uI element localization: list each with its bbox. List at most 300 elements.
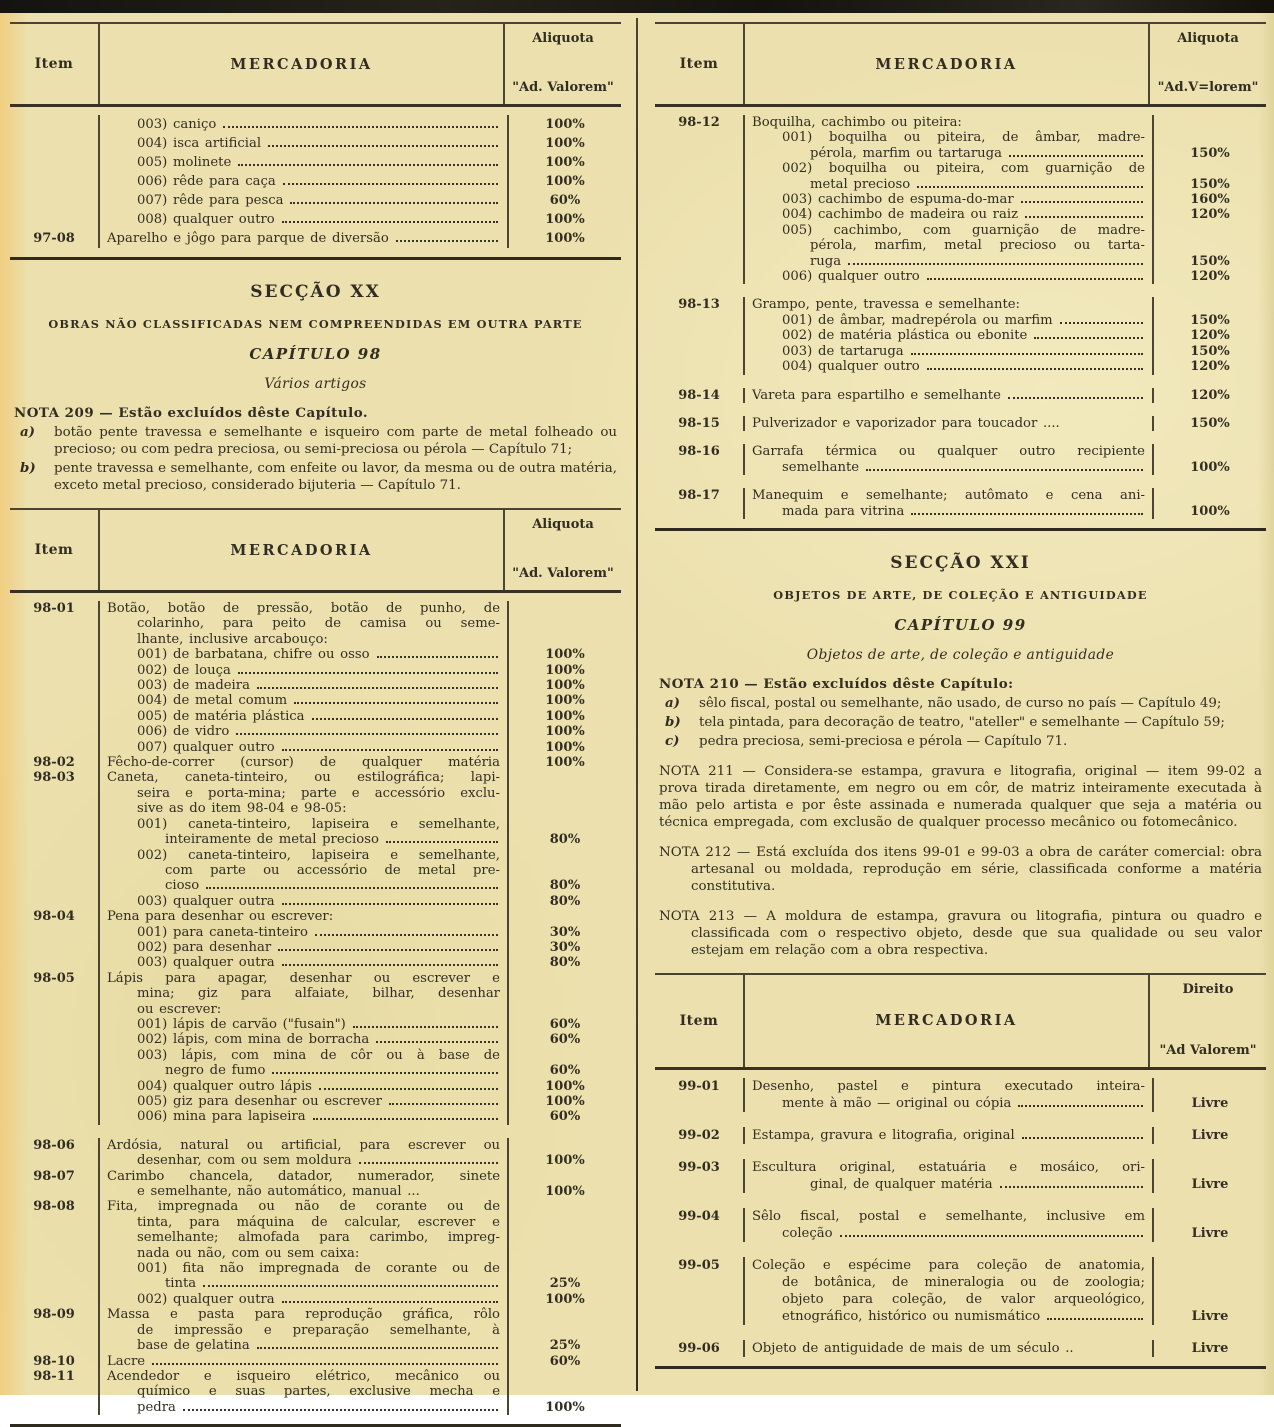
aliquota-value: 60% (549, 1353, 581, 1369)
table-line (10, 678, 621, 693)
table-line (655, 504, 1266, 519)
mercadoria-text: 008) qualquer outro (137, 212, 275, 227)
table-line (10, 210, 621, 229)
chapter-title: CAPÍTULO 98 (249, 345, 382, 363)
column-header-mercadoria: MERCADORIA (98, 24, 505, 104)
mercadoria-cell (743, 460, 1154, 475)
table-line (10, 1307, 621, 1322)
mercadoria-text: pérola, marfim ou tartaruga (810, 145, 1002, 161)
mercadoria-cell (98, 955, 509, 970)
dotted-leader (238, 672, 498, 674)
aliquota-value: 60% (549, 1109, 581, 1125)
mercadoria-text: colarinho, para peito de camisa ou seme- (137, 616, 500, 632)
mercadoria-cell (98, 709, 509, 724)
mercadoria-text: Coleção e espécime para coleção de anatomia, (752, 1257, 1145, 1273)
column-header-mercadoria: MERCADORIA (743, 24, 1150, 104)
table-line (655, 146, 1266, 161)
table-line (655, 460, 1266, 475)
table-line (10, 191, 621, 210)
mercadoria-text: 005) molinete (137, 155, 232, 170)
table-line (655, 359, 1266, 374)
mercadoria-text: 003) cachimbo de espuma-do-mar (782, 192, 1014, 208)
mercadoria-text: 001) caneta-tinteiro, lapiseira e semelhante, (137, 816, 500, 832)
mercadoria-text: mada para vitrina (782, 503, 905, 519)
table-line (655, 1308, 1266, 1325)
mercadoria-text: Pena para desenhar ou escrever: (107, 909, 334, 925)
mercadoria-cell (98, 647, 509, 662)
table-line (10, 1079, 621, 1094)
dotted-leader (282, 903, 498, 905)
mercadoria-text: inteiramente de metal precioso (165, 832, 379, 848)
right-column (655, 22, 1266, 1427)
aliquota-value: 60% (549, 1063, 581, 1079)
mercadoria-cell (98, 940, 509, 955)
mercadoria-cell (743, 1078, 1154, 1095)
mercadoria-text: negro de fumo (165, 1063, 266, 1079)
dotted-leader (282, 749, 498, 751)
nota-211: NOTA 211 — Considera-se estampa, gravura e litografia, original — item 99-02 a prova tirada diretamente, em negro ou em côr, de matriz inteiramente executada à mão pelo artista e por êste assinada e numerada qualquer que seja a matéria ou técnica empregada, com exclusão de qualquer processo mecânico ou fotomecânico. (659, 763, 1262, 830)
table-line (10, 1246, 621, 1261)
left-column (10, 22, 621, 1427)
aliquota-value: 100% (545, 693, 585, 709)
mercadoria-text: 003) de tartaruga (782, 343, 904, 359)
mercadoria-text: seira e porta-mina; parte e accessório exclu- (137, 785, 500, 801)
item-code: 99-03 (678, 1159, 720, 1175)
aliquota-value: 100% (545, 678, 585, 694)
mercadoria-cell (743, 161, 1154, 176)
item-code: 98-14 (678, 387, 720, 403)
item-code: 98-01 (33, 601, 75, 616)
mercadoria-text: coleção (782, 1225, 833, 1241)
mercadoria-cell (743, 344, 1154, 359)
nota-210-text: NOTA 210 — Estão excluídos dêste Capítulo: (659, 675, 1014, 692)
mercadoria-text: 003) caniço (137, 117, 217, 132)
mercadoria-cell (743, 1308, 1154, 1325)
item-code: 99-06 (678, 1340, 720, 1356)
aliquota-value: Livre (1191, 1308, 1229, 1324)
table-line (10, 925, 621, 940)
table-line (655, 192, 1266, 207)
aliquota-value: 100% (545, 1078, 585, 1094)
mercadoria-cell (743, 504, 1154, 519)
dotted-leader (927, 368, 1143, 370)
mercadoria-text: tinta (165, 1276, 197, 1292)
table-line (10, 632, 621, 647)
mercadoria-text: 001) de âmbar, madrepérola ou marfim (782, 312, 1053, 328)
ad-valorem-label: "Ad. Valorem" (512, 80, 614, 95)
aliquota-value: 100% (545, 739, 585, 755)
table-header (10, 510, 621, 593)
nota-209-text: NOTA 209 — Estão excluídos dêste Capítulo. (14, 405, 369, 421)
dotted-leader (1009, 155, 1143, 157)
dotted-leader (278, 949, 498, 951)
table-body (655, 1070, 1266, 1366)
mercadoria-text: Lacre (107, 1353, 146, 1369)
mercadoria-text: tinta, para máquina de calcular, escrever e (137, 1214, 500, 1230)
mercadoria-text: Botão, botão de pressão, botão de punho, de (107, 601, 500, 616)
mercadoria-cell (743, 328, 1154, 343)
mercadoria-cell (98, 1199, 509, 1214)
aliquota-value: 80% (549, 832, 581, 848)
section-subtitle: OBJETOS DE ARTE, DE COLEÇÃO E ANTIGUIDADE (773, 587, 1148, 602)
dotted-leader (313, 1118, 498, 1120)
aliquota-value: 100% (545, 1399, 585, 1415)
page-edge-strip (0, 0, 1274, 13)
mercadoria-cell (98, 693, 509, 708)
mercadoria-cell (98, 1109, 509, 1124)
mercadoria-cell (98, 1017, 509, 1032)
aliquota-value: 100% (545, 647, 585, 663)
item-code: 98-12 (678, 115, 720, 130)
mercadoria-cell (98, 1230, 509, 1245)
mercadoria-text: Massa e pasta para reprodução gráfica, rôlo (107, 1307, 500, 1323)
dotted-leader (282, 221, 498, 223)
table-line (10, 709, 621, 724)
mercadoria-cell (98, 1307, 509, 1322)
table-line (655, 1291, 1266, 1308)
item-code: 98-04 (33, 909, 75, 925)
item-code: 98-15 (678, 415, 720, 431)
mercadoria-text: Acendedor e isqueiro elétrico, mecânico ou (107, 1368, 500, 1384)
table-row-spacer (655, 375, 1266, 388)
aliquota-value: 120% (1190, 269, 1230, 285)
mercadoria-text: base de gelatina (137, 1338, 250, 1354)
mercadoria-cell (98, 1338, 509, 1353)
column-header-aliquota (505, 24, 621, 104)
aliquota-value: 120% (1190, 207, 1230, 223)
mercadoria-cell (98, 632, 509, 647)
aliquota-value: 100% (545, 1184, 585, 1200)
dotted-leader (203, 1285, 498, 1287)
table-line (10, 755, 621, 770)
mercadoria-text: 006) mina para lapiseira (137, 1109, 306, 1125)
mercadoria-cell (743, 115, 1154, 130)
table-line (10, 1153, 621, 1168)
table-row-spacer (655, 1325, 1266, 1340)
table-line (10, 1002, 621, 1017)
table-header (10, 24, 621, 107)
mercadoria-cell (98, 134, 509, 153)
aliquota-value: 100% (545, 212, 585, 227)
table-line (655, 269, 1266, 284)
dotted-leader (359, 1162, 498, 1164)
mercadoria-cell (743, 1340, 1154, 1357)
mercadoria-text: 001) boquilha ou piteira, de âmbar, madre- (782, 130, 1145, 146)
table-line (655, 444, 1266, 459)
table-row-spacer (655, 1242, 1266, 1257)
table-line (655, 254, 1266, 269)
aliquota-label: Aliquota (532, 31, 594, 46)
direito-label: Direito (1182, 981, 1234, 997)
item-code: 97-08 (33, 231, 75, 246)
table-line (10, 1109, 621, 1124)
mercadoria-cell (98, 848, 509, 863)
table-line (655, 1159, 1266, 1176)
dotted-leader (152, 1363, 498, 1365)
aliquota-value: 150% (1190, 312, 1230, 328)
mercadoria-text: Sêlo fiscal, postal e semelhante, inclusive em (752, 1208, 1145, 1224)
mercadoria-text: Desenho, pastel e pintura executado inteira- (752, 1078, 1145, 1094)
mercadoria-text: 002) para desenhar (137, 939, 272, 955)
nota-item-text: pedra preciosa, semi-preciosa e pérola — Capítulo 71. (699, 733, 1068, 749)
table-line (10, 1199, 621, 1214)
nota-item-text: botão pente travessa e semelhante e isqueiro com parte de metal folheado ou precioso; ou com pedra preciosa, ou semi-preciosa ou pérola — Capítulo 71; (54, 425, 617, 457)
table-line (10, 1338, 621, 1353)
mercadoria-text: Garrafa térmica ou qualquer outro recipiente (752, 444, 1145, 460)
item-code: 98-08 (33, 1199, 75, 1215)
mercadoria-cell (743, 192, 1154, 207)
table-line (10, 1048, 621, 1063)
mercadoria-text: 004) cachimbo de madeira ou raiz (782, 207, 1019, 223)
table-line (655, 130, 1266, 145)
table-line (10, 894, 621, 909)
table-line (10, 1017, 621, 1032)
table-line (10, 801, 621, 816)
tariff-table-98-cont (655, 22, 1266, 531)
mercadoria-cell (98, 971, 509, 986)
chapter-subtitle: Objetos de arte, de coleção e antiguidade (806, 646, 1115, 663)
table-line (10, 601, 621, 616)
mercadoria-cell (98, 601, 509, 616)
mercadoria-cell (98, 1184, 509, 1199)
mercadoria-text: pedra (137, 1399, 176, 1415)
mercadoria-text: pérola, marfim, metal precioso ou tarta- (810, 238, 1145, 254)
aliquota-value: 150% (1190, 145, 1230, 161)
mercadoria-cell (98, 894, 509, 909)
table-body (10, 593, 621, 1424)
dotted-leader (223, 126, 498, 128)
table-line (10, 740, 621, 755)
mercadoria-cell (743, 223, 1154, 238)
mercadoria-text: 006) de vidro (137, 724, 230, 740)
mercadoria-cell (743, 359, 1154, 374)
nota-item-letter: b) (665, 713, 681, 730)
mercadoria-text: etnográfico, histórico ou numismático (782, 1308, 1041, 1324)
nota-210-items (659, 695, 1262, 750)
mercadoria-cell (743, 297, 1154, 312)
column-header-direito (1150, 975, 1266, 1067)
mercadoria-cell (98, 153, 509, 172)
item-code: 98-06 (33, 1137, 75, 1153)
mercadoria-text: 007) qualquer outro (137, 739, 275, 755)
mercadoria-text: com parte ou accessório de metal pre- (165, 862, 500, 878)
nota-item-letter: a) (665, 694, 681, 711)
table-line (655, 488, 1266, 503)
table-line (10, 817, 621, 832)
mercadoria-text: 003) qualquer outra (137, 893, 275, 909)
item-code: 98-10 (33, 1353, 75, 1369)
aliquota-value: 120% (1190, 359, 1230, 375)
mercadoria-text: Boquilha, cachimbo ou piteira: (752, 115, 962, 130)
table-line (10, 878, 621, 893)
aliquota-value: 100% (1190, 459, 1230, 475)
column-header-mercadoria: MERCADORIA (98, 510, 505, 590)
mercadoria-text: 004) isca artificial (137, 136, 262, 151)
mercadoria-text: químico e suas partes, exclusive mecha e (137, 1384, 500, 1400)
dotted-leader (238, 164, 498, 166)
table-row-spacer (655, 431, 1266, 444)
mercadoria-cell (98, 210, 509, 229)
table-line (10, 1261, 621, 1276)
tariff-table-97 (10, 22, 621, 260)
mercadoria-text: 001) de barbatana, chifre ou osso (137, 647, 370, 663)
mercadoria-cell (98, 925, 509, 940)
table-line (10, 229, 621, 248)
item-code: 98-11 (33, 1368, 75, 1384)
table-line (10, 863, 621, 878)
mercadoria-text: sive as do item 98-04 e 98-05: (137, 801, 347, 817)
table-line (655, 313, 1266, 328)
mercadoria-cell (98, 616, 509, 631)
table-line (10, 971, 621, 986)
nota-item-letter: a) (20, 424, 36, 440)
mercadoria-cell (98, 1384, 509, 1399)
table-header (655, 24, 1266, 107)
mercadoria-cell (98, 817, 509, 832)
nota-item-letter: b) (20, 460, 36, 476)
dotted-leader (315, 934, 498, 936)
column-header-aliquota (505, 510, 621, 590)
item-code: 98-03 (33, 770, 75, 786)
mercadoria-text: 001) lápis de carvão ("fusain") (137, 1016, 346, 1032)
aliquota-value: Livre (1191, 1127, 1229, 1143)
dotted-leader (1022, 1137, 1143, 1139)
table-line (10, 986, 621, 1001)
mercadoria-text: 003) lápis, com mina de côr ou à base de (137, 1047, 500, 1063)
table-line (10, 1384, 621, 1399)
mercadoria-cell (98, 1048, 509, 1063)
table-line (10, 693, 621, 708)
section-title: SECÇÃO XX (250, 282, 381, 302)
table-row-spacer (655, 284, 1266, 297)
aliquota-value: 100% (545, 1153, 585, 1169)
table-line (10, 724, 621, 739)
table-line (655, 223, 1266, 238)
dotted-leader (206, 887, 498, 889)
item-code: 99-05 (678, 1257, 720, 1273)
aliquota-value: 150% (1190, 343, 1230, 359)
aliquota-value: 100% (545, 1094, 585, 1109)
table-row-spacer (655, 475, 1266, 488)
mercadoria-cell (98, 863, 509, 878)
mercadoria-cell (98, 1276, 509, 1291)
nota-item-text: tela pintada, para decoração de teatro, "ateller" e semelhante — Capítulo 59; (699, 714, 1225, 730)
table-line (655, 297, 1266, 312)
chapter-title: CAPÍTULO 99 (894, 615, 1027, 634)
item-code: 98-05 (33, 970, 75, 986)
mercadoria-text: 002) boquilha ou piteira, com guarnição de (782, 161, 1145, 177)
nota-209-items (14, 424, 617, 494)
mercadoria-cell (98, 755, 509, 770)
mercadoria-text: e semelhante, não automático, manual ... (137, 1184, 420, 1200)
aliquota-value: 80% (549, 955, 581, 971)
table-row-spacer (655, 403, 1266, 416)
aliquota-value: 80% (549, 878, 581, 894)
column-header-item: Item (34, 542, 74, 558)
table-line (10, 153, 621, 172)
nota-list-item (14, 460, 617, 494)
mercadoria-cell (98, 663, 509, 678)
table-body (10, 107, 621, 257)
dotted-leader (312, 718, 498, 720)
dotted-leader (927, 278, 1143, 280)
mercadoria-text: Vareta para espartilho e semelhante (752, 387, 1001, 403)
dotted-leader (290, 202, 498, 204)
dotted-leader (840, 1235, 1143, 1237)
table-line (10, 1138, 621, 1153)
table-line (655, 416, 1266, 431)
mercadoria-text: 004) qualquer outro lápis (137, 1078, 312, 1094)
aliquota-value: 60% (549, 1016, 581, 1032)
mercadoria-text: 001) fita não impregnada de corante ou de (137, 1261, 500, 1277)
mercadoria-cell (98, 1215, 509, 1230)
mercadoria-cell (743, 1127, 1154, 1144)
item-code: 98-17 (678, 488, 720, 504)
mercadoria-cell (98, 1261, 509, 1276)
mercadoria-cell (98, 1369, 509, 1384)
table-line (10, 832, 621, 847)
dotted-leader (268, 145, 498, 147)
mercadoria-text: Caneta, caneta-tinteiro, ou estilográfica; lapi- (107, 770, 500, 786)
mercadoria-text: de impressão e preparação semelhante, à (137, 1322, 500, 1338)
dotted-leader (377, 656, 498, 658)
mercadoria-text: mina; giz para alfaiate, bilhar, desenhar (137, 986, 500, 1002)
table-line (10, 616, 621, 631)
mercadoria-text: Estampa, gravura e litografia, original (752, 1127, 1015, 1143)
aliquota-value: 100% (545, 155, 585, 170)
dotted-leader (1021, 201, 1143, 203)
nota-210-lead (659, 676, 1262, 693)
item-code: 98-16 (678, 444, 720, 460)
mercadoria-cell (743, 1095, 1154, 1112)
table-line (10, 1400, 621, 1415)
mercadoria-text: 002) de matéria plástica ou ebonite (782, 328, 1028, 344)
table-line (10, 1369, 621, 1384)
mercadoria-text: 005) giz para desenhar ou escrever (137, 1094, 382, 1109)
dotted-leader (236, 733, 498, 735)
table-line (10, 134, 621, 153)
table-line (10, 115, 621, 134)
column-header-item: Item (679, 56, 719, 72)
mercadoria-text: 001) para caneta-tinteiro (137, 924, 308, 940)
table-line (655, 1225, 1266, 1242)
table-line (10, 1169, 621, 1184)
mercadoria-cell (743, 1225, 1154, 1242)
dotted-leader (848, 263, 1143, 265)
nota-list-item (659, 733, 1262, 750)
dotted-leader (282, 964, 498, 966)
mercadoria-cell (743, 1257, 1154, 1274)
section-subtitle: OBRAS NÃO CLASSIFICADAS NEM COMPREENDIDAS EM OUTRA PARTE (48, 317, 583, 331)
table-line (655, 1078, 1266, 1095)
dotted-leader (1047, 1318, 1143, 1320)
dotted-leader (1018, 1105, 1143, 1107)
dotted-leader (911, 353, 1143, 355)
nota-list-item (659, 714, 1262, 731)
aliquota-value: 100% (545, 755, 585, 771)
dotted-leader (283, 183, 498, 185)
dotted-leader (1008, 397, 1143, 399)
mercadoria-cell (98, 172, 509, 191)
dotted-leader (183, 1409, 498, 1411)
mercadoria-cell (743, 1274, 1154, 1291)
mercadoria-cell (98, 878, 509, 893)
dotted-leader (1000, 1186, 1143, 1188)
mercadoria-text: 002) lápis, com mina de borracha (137, 1032, 370, 1048)
aliquota-value: 100% (545, 117, 585, 132)
aliquota-value: 100% (545, 174, 585, 189)
item-code: 98-07 (33, 1168, 75, 1184)
